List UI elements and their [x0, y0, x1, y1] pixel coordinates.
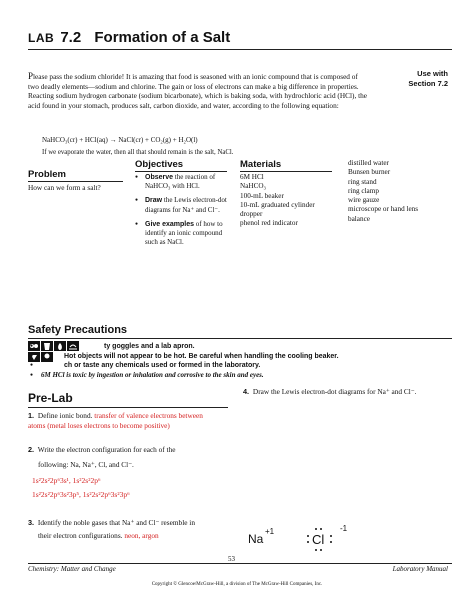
problem-heading: Problem [28, 169, 67, 180]
objectives-heading: Objectives [135, 159, 184, 170]
material-item: 6M HCl [240, 173, 264, 181]
safety-item: ● ty goggles and a lab apron. [36, 342, 446, 352]
objectives-list [145, 173, 227, 252]
safety-rule [28, 338, 452, 339]
safety-item: ● ch or taste any chemicals used or formed in the laboratory. [36, 361, 446, 371]
prelab-rule [28, 407, 228, 408]
material-item: distilled water [348, 159, 389, 167]
material-item: 10-mL graduated cylinder [240, 200, 315, 209]
material-item: ring clamp [348, 186, 379, 195]
materials-list-1 [240, 173, 315, 229]
objectives-rule [135, 171, 227, 172]
footer-manual-title: Laboratory Manual [392, 565, 448, 573]
na-charge: +1 [265, 527, 275, 536]
material-item: ring stand [348, 177, 377, 186]
material-item: wire gauze [348, 196, 380, 205]
drop-cap: P [28, 71, 34, 81]
intro-followup: If we evaporate the water, then all that should remain is the salt, NaCl. [42, 149, 234, 156]
materials-heading: Materials [240, 159, 282, 170]
footer-rule [28, 563, 452, 564]
answer-1: transfer of valence electrons between atoms (metal loses electrons to become positive) [28, 411, 203, 430]
material-item: balance [348, 214, 370, 223]
footer-book-title: Chemistry: Matter and Change [28, 565, 116, 573]
objective-item: ● Draw the Lewis electron-dot diagrams for Na⁺ and Cl⁻. [145, 196, 227, 214]
lab-title [28, 29, 230, 46]
safety-list [36, 342, 446, 380]
safety-item: ● Hot objects will not appear to be hot. Be careful when handling the cooling beaker. [36, 352, 446, 362]
safety-heading: Safety Precautions [28, 324, 128, 336]
objective-item: ● Give examples of how to identify an ionic compound such as NaCl. [145, 220, 227, 248]
lab-word: LAB [28, 31, 55, 45]
prelab-question-2-cont: following: Na, Na⁺, Cl, and Cl⁻. [38, 460, 134, 469]
safety-item: ● 6M HCl is toxic by ingestion or inhalation and corrosive to the skin and eyes. [36, 371, 446, 381]
prelab-heading: Pre-Lab [28, 391, 73, 405]
material-item: Bunsen burner [348, 168, 391, 177]
page-number: 53 [228, 555, 235, 563]
copyright-notice: Copyright © Glencoe/McGraw-Hill, a division of The McGraw-Hill Companies, Inc. [151, 582, 323, 587]
cl-symbol: Cl [312, 532, 325, 547]
prelab-question-2: 2. Write the electron configuration for each of the [28, 445, 176, 454]
material-item: NaHCO₃ [240, 182, 267, 191]
na-symbol: Na [248, 532, 264, 546]
material-item: dropper [240, 210, 263, 219]
prelab-question-1: 1. Define ionic bond. transfer of valence electrons between atoms (metal loses electrons to become positive) [28, 411, 203, 430]
prelab-question-3-cont: their electron configurations. neon, argon [38, 531, 159, 540]
materials-list-2 [348, 159, 418, 224]
objective-item: ● Observe the reaction of NaHCO₃ with HCl. [145, 173, 227, 191]
use-with-note: Use with Section 7.2 [408, 69, 448, 88]
prelab-question-4: 4. Draw the Lewis electron-dot diagrams for Na⁺ and Cl⁻. [243, 387, 417, 396]
answer-3: neon, argon [124, 531, 159, 540]
cl-dot-diagram [300, 521, 352, 555]
problem-question: How can we form a salt? [28, 183, 101, 192]
page-title: Formation of a Salt [94, 29, 231, 46]
material-item: phenol red indicator [240, 219, 298, 228]
header-rule [28, 49, 452, 50]
material-item: 100-mL beaker [240, 191, 284, 200]
lab-number: 7.2 [60, 29, 82, 46]
materials-rule [240, 171, 332, 172]
prelab-question-3: 3. Identify the noble gases that Na⁺ and Cl⁻ resemble in [28, 518, 195, 527]
electron-config-line-2: 1s²2s²2p⁶3s²3p⁵, 1s²2s²2p⁶3s²3p⁶ [32, 490, 130, 499]
material-item: microscope or hand lens [348, 205, 419, 214]
electron-config-line-1: 1s²2s²2p⁶3s¹, 1s²2s²2p⁶ [32, 476, 101, 485]
problem-rule [28, 181, 123, 182]
cl-charge: -1 [340, 524, 348, 533]
intro-paragraph: Please pass the sodium chloride! It is amazing that food is seasoned with an ionic compound that is composed of two deadly elements—sodium and chlorine. The gain or loss of electrons can make a big difference in properties. Reacting sodium hydrogen carbonate (sodium bicarbonate), which is baking soda, with hydrochloric acid (HCl), the acid found in your stomach, produces salt, carbon dioxide, and water, according to the following equation: [28, 71, 368, 110]
chemical-equation: NaHCO₃(cr) + HCl(aq) → NaCl(cr) + CO₂(g) + H₂O(l) [42, 136, 198, 144]
